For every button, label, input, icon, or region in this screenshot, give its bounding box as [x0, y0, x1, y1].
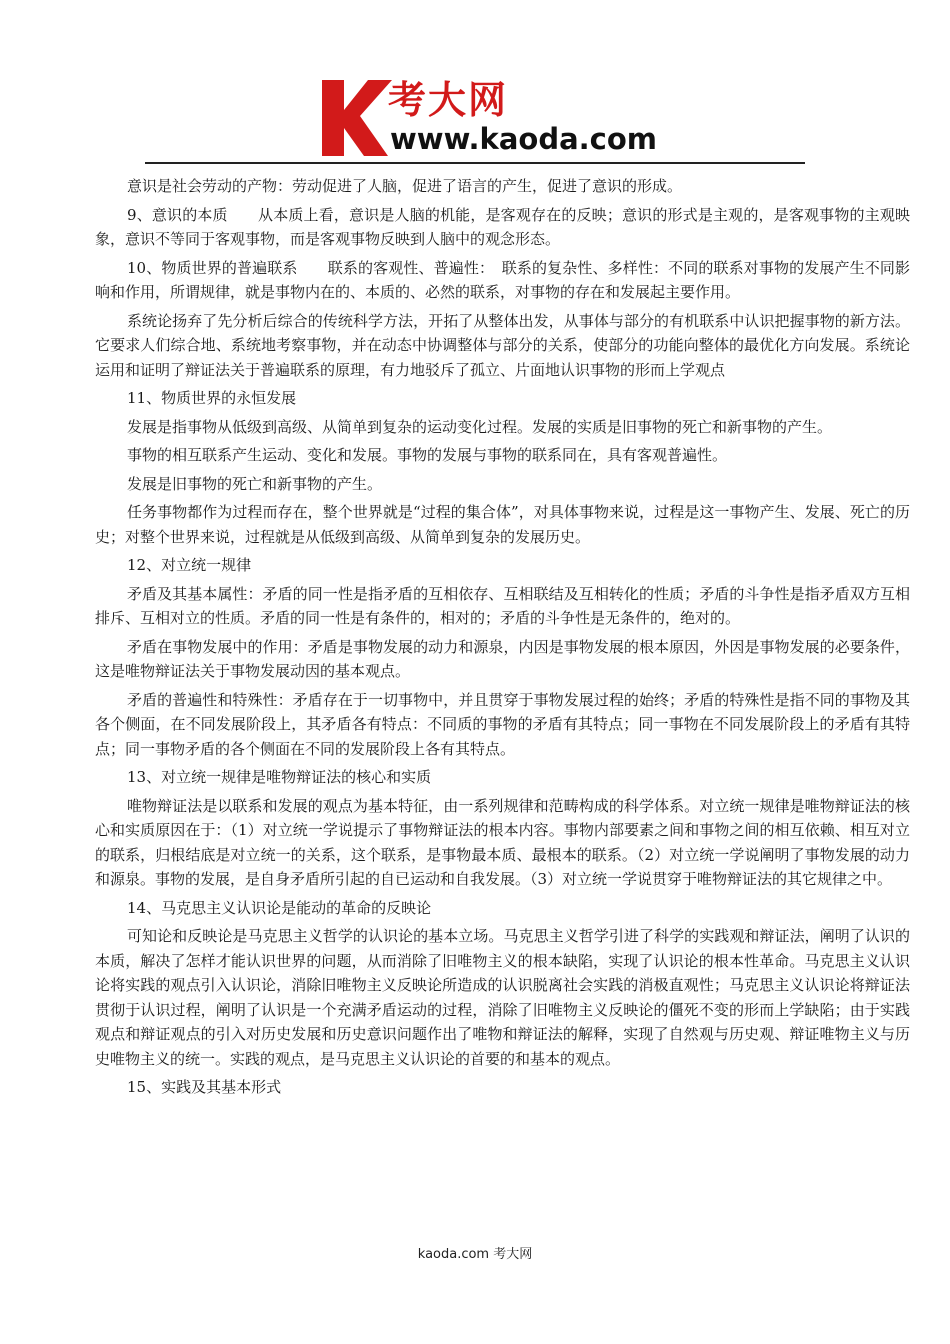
k-logo-icon	[318, 78, 392, 158]
paragraph: 系统论扬弃了先分析后综合的传统科学方法，开拓了从整体出发，从事体与部分的有机联系中认识把握事物的新方法。它要求人们综合地、系统地考察事物，并在动态中协调整体与部分的关系，使部分的功能向整体的最优化方向发展。系统论运用和证明了辩证法关于普遍联系的原理，有力地驳斥了孤立、片面地认识事物的形而上学观点	[95, 311, 910, 379]
paragraph: 矛盾及其基本属性：矛盾的同一性是指矛盾的互相依存、互相联结及互相转化的性质；矛盾的斗争性是指矛盾双方互相排斥、互相对立的性质。矛盾的同一性是有条件的，相对的；矛盾的斗争性是无条件的，绝对的。	[95, 584, 910, 627]
section-heading: 15、实践及其基本形式	[127, 1078, 282, 1096]
section-heading: 14、马克思主义认识论是能动的革命的反映论	[127, 898, 432, 917]
paragraph: 唯物辩证法是以联系和发展的观点为基本特征，由一系列规律和范畴构成的科学体系。对立统一规律是唯物辩证法的核心和实质原因在于：（1）对立统一学说提示了事物辩证法的根本内容。事物内部要素之间和事物之间的相互依赖、相互对立的联系，归根结底是对立统一的关系，这个联系，是事物最本质、最根本的联系。（2）对立统一学说阐明了事物发展的动力和源泉。事物的发展，是自身矛盾所引起的自已运动和自我发展。（3）对立统一学说贯穿于唯物辩证法的其它规律之中。	[95, 796, 910, 888]
document-body	[95, 174, 910, 1104]
paragraph: 任务事物都作为过程而存在，整个世界就是“过程的集合体”，对具体事物来说，过程是这一事物产生、发展、死亡的历史；对整个世界来说，过程就是从低级到高级、从简单到复杂的发展历史。	[95, 503, 910, 546]
logo-title: 考大网	[388, 78, 509, 122]
paragraph: 发展是旧事物的死亡和新事物的产生。	[127, 474, 383, 493]
paragraph: 可知论和反映论是马克思主义哲学的认识论的基本立场。马克思主义哲学引进了科学的实践观和辩证法，阐明了认识的本质，解决了怎样才能认识世界的问题，从而消除了旧唯物主义的根本缺陷，实现了认识论的根本性革命。马克思主义认识论将实践的观点引入认识论，消除旧唯物主义反映论所造成的认识脱离社会实践的消极直观性；马克思主义认识论将辩证法贯彻于认识过程，阐明了认识是一个充满矛盾运动的过程，消除了旧唯物主义反映论的僵死不变的形而上学缺陷；由于实践观点和辩证观点的引入对历史发展和历史意识问题作出了唯物和辩证法的解释，实现了自然观与历史观、辩证唯物主义与历史唯物主义的统一。实践的观点，是马克思主义认识论的首要的和基本的观点。	[95, 927, 910, 1068]
paragraph: 矛盾的普遍性和特殊性：矛盾存在于一切事物中，并且贯穿于事物发展过程的始终；矛盾的特殊性是指不同的事物及其各个侧面，在不同发展阶段上，其矛盾各有特点：不同质的事物的矛盾有其特点；同一事物在不同发展阶段上的矛盾有其特点；同一事物矛盾的各个侧面在不同的发展阶段上各有其特点。	[95, 690, 910, 758]
page-footer: kaoda.com 考大网	[417, 1247, 533, 1262]
paragraph: 9、意识的本质 从本质上看，意识是人脑的机能，是客观存在的反映；意识的形式是主观的，是客观事物的主观映象，意识不等同于客观事物，而是客观事物反映到人脑中的观念形态。	[95, 205, 910, 248]
kaoda-logo[interactable]	[318, 78, 657, 160]
paragraph: 矛盾在事物发展中的作用：矛盾是事物发展的动力和源泉，内因是事物发展的根本原因，外因是事物发展的必要条件，这是唯物辩证法关于事物发展动因的基本观点。	[95, 637, 910, 680]
section-heading: 12、对立统一规律	[127, 556, 252, 574]
paragraph: 发展是指事物从低级到高级、从简单到复杂的运动变化过程。发展的实质是旧事物的死亡和新事物的产生。	[127, 417, 833, 436]
section-heading: 11、物质世界的永恒发展	[127, 389, 297, 407]
logo-url: www.kaoda.com	[390, 122, 657, 156]
paragraph: 事物的相互联系产生运动、变化和发展。事物的发展与事物的联系同在，具有客观普遍性。	[127, 446, 728, 464]
paragraph: 意识是社会劳动的产物：劳动促进了人脑，促进了语言的产生，促进了意识的形成。	[127, 177, 683, 195]
section-heading: 13、对立统一规律是唯物辩证法的核心和实质	[127, 768, 432, 786]
paragraph: 10、物质世界的普遍联系 联系的客观性、普遍性： 联系的复杂性、多样性：不同的联系对事物的发展产生不同影响和作用，所谓规律，就是事物内在的、本质的、必然的联系，对事物的存在和发展起主要作用。	[95, 258, 910, 301]
header-divider	[145, 162, 805, 164]
page-header	[0, 0, 950, 170]
